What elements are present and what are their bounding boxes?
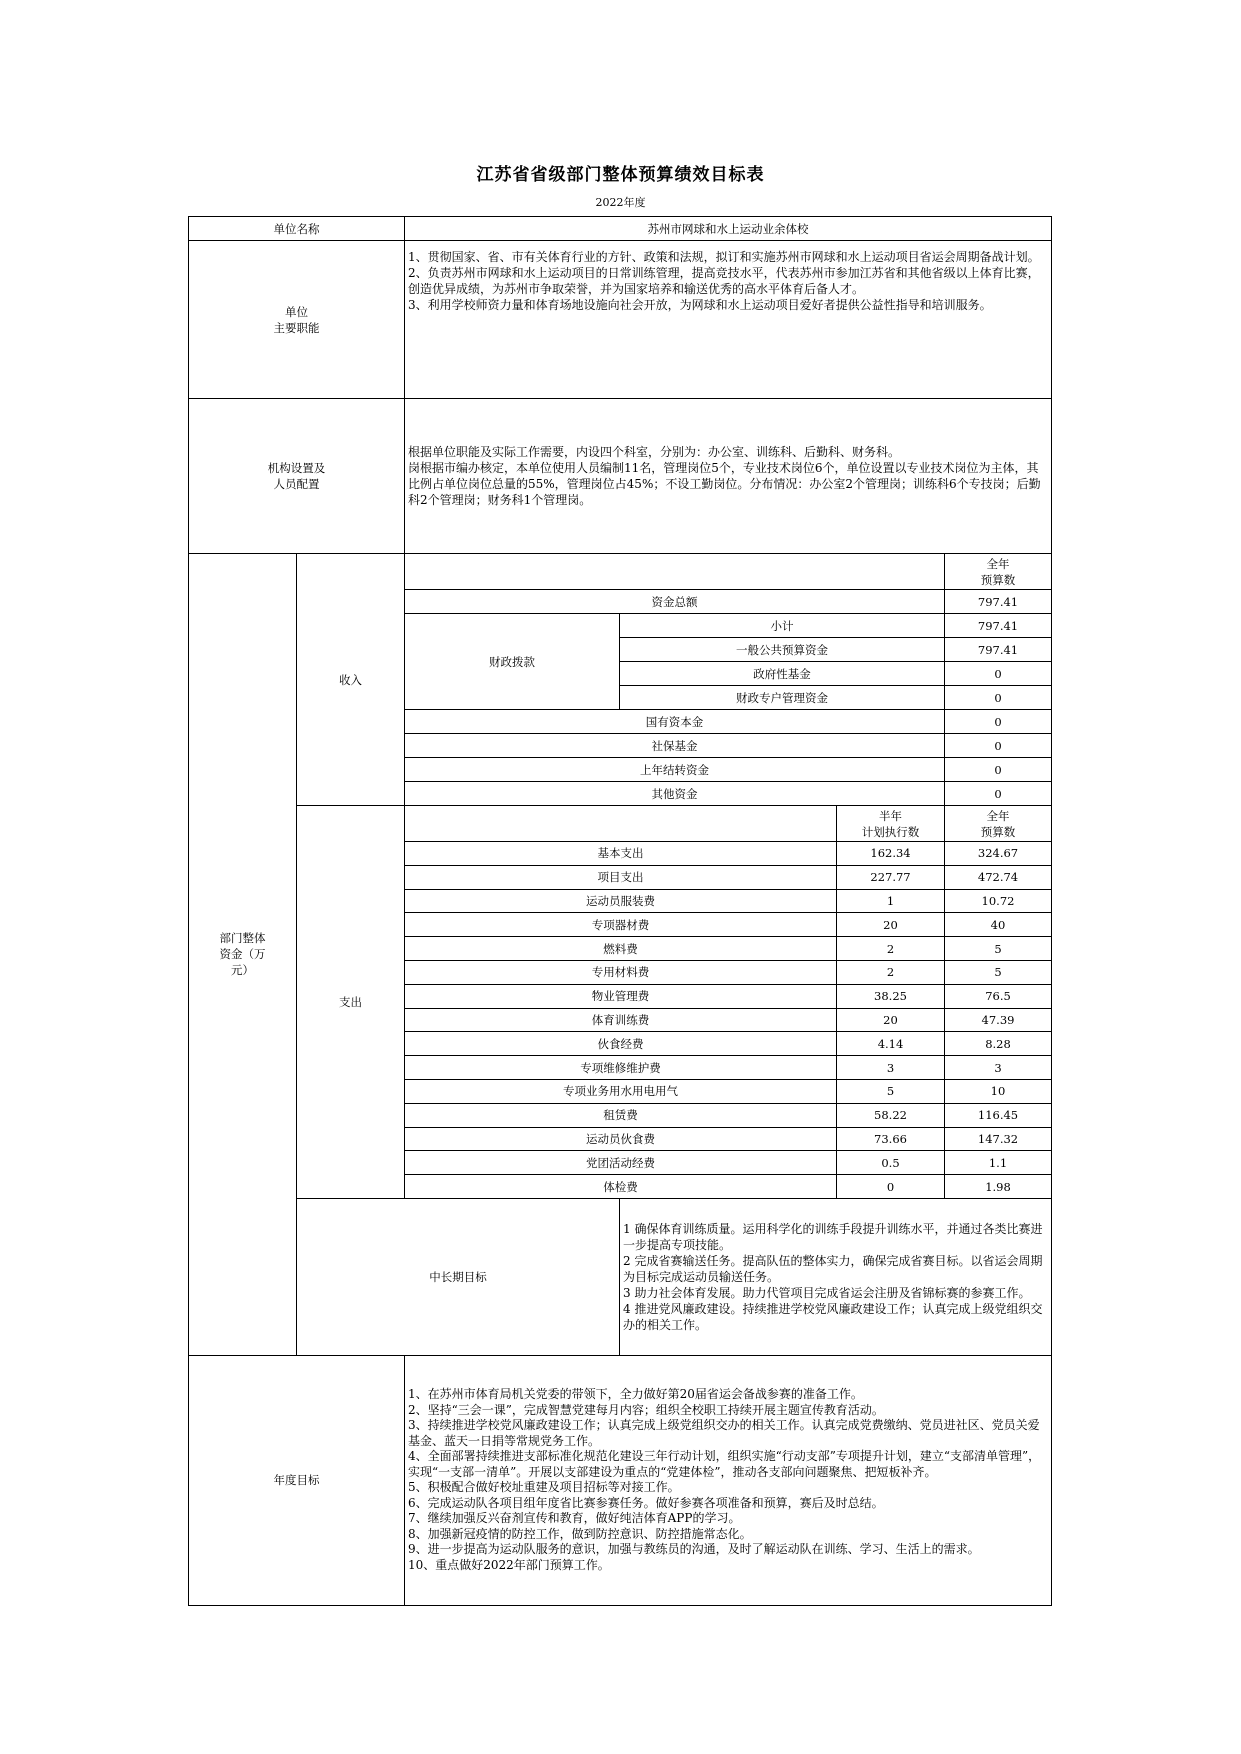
long-term-line: 3 助力社会体育发展。助力代管项目完成省运会注册及省锦标赛的参赛工作。 [623, 1285, 1031, 1300]
annual-text [405, 1355, 1052, 1605]
expense-row: 体育训练费 20 47.39 [189, 1008, 1052, 1032]
unit-name-label: 单位名称 [189, 217, 405, 241]
budget-year: 2022年度 [595, 196, 646, 209]
unit-name-value: 苏州市网球和水上运动业余体校 [405, 217, 1052, 241]
duties-line: 1、贯彻国家、省、市有关体育行业的方针、政策和法规，拟订和实施苏州市网球和水上运动项目省运会周期备战计划。 [408, 250, 1040, 264]
expense-row: 物业管理费 38.25 76.5 [189, 984, 1052, 1008]
long-term-label: 中长期目标 [297, 1198, 620, 1355]
fiscal-row: 一般公共预算资金 797.41 [189, 638, 1052, 662]
income-label: 收入 [297, 554, 405, 806]
fiscal-row: 政府性基金 0 [189, 662, 1052, 686]
income-header: 全年 预算数 [945, 554, 1052, 590]
annual-line: 8、加强新冠疫情的防控工作，做到防控意识、防控措施常态化。 [408, 1526, 752, 1541]
annual-line: 7、继续加强反兴奋剂宣传和教育，做好纯洁体育APP的学习。 [408, 1511, 741, 1526]
page-title: 江苏省省级部门整体预算绩效目标表 [476, 165, 765, 185]
org-label: 机构设置及 人员配置 [189, 399, 405, 554]
duties-line: 3、利用学校师资力量和体育场地设施向社会开放，为网球和水上运动项目爱好者提供公益性指导和培训服务。 [408, 298, 992, 312]
duties-line: 2、负责苏州市网球和水上运动项目的日常训练管理，提高竞技水平，代表苏州市参加江苏省和其他省级以上体育比赛，创造优异成绩，为苏州市争取荣誉，并为国家培养和输送优秀的高水平体育后备人才。 [408, 266, 1040, 296]
unit-name-row [189, 217, 1052, 241]
income-row: 社保基金 0 [189, 734, 1052, 758]
expense-header-row [189, 806, 1052, 842]
long-term-line: 2 完成省赛输送任务。提高队伍的整体实力，确保完成省赛目标。以省运会周期为目标完成运动员输送任务。 [623, 1253, 1043, 1284]
fiscal-row: 财政专户管理资金 0 [189, 686, 1052, 710]
long-term-line: 4 推进党风廉政建设。持续推进学校党风廉政建设工作；认真完成上级党组织交办的相关工作。 [623, 1301, 1043, 1332]
expense-row: 专项业务用水用电用气 5 10 [189, 1079, 1052, 1103]
expense-header-half: 半年 计划执行数 [837, 806, 945, 842]
annual-label: 年度目标 [189, 1355, 405, 1605]
expense-row: 党团活动经费 0.5 1.1 [189, 1151, 1052, 1175]
duties-row [189, 241, 1052, 399]
org-row [189, 399, 1052, 554]
expense-row: 专项器材费 20 40 [189, 913, 1052, 937]
duties-label: 单位 主要职能 [189, 241, 405, 399]
annual-line: 5、积极配合做好校址重建及项目招标等对接工作。 [408, 1480, 680, 1495]
org-line: 岗根据市编办核定，本单位使用人员编制11名，管理岗位5个，专业技术岗位6个，单位设置以专业技术岗位为主体，其比例占单位岗位总量的55%，管理岗位占45%；不设工勤岗位。分布情况：办公室2个管理岗；训练科6个专技岗；后勤科2个管理岗；财务科1个管理岗。 [408, 461, 1041, 507]
expense-row: 运动员伙食费 73.66 147.32 [189, 1127, 1052, 1151]
expense-row: 专用材料费 2 5 [189, 960, 1052, 984]
annual-row [189, 1355, 1052, 1605]
fiscal-label: 财政拨款 [405, 614, 620, 710]
expense-row: 租赁费 58.22 116.45 [189, 1103, 1052, 1127]
income-total-row: 资金总额 797.41 [189, 590, 1052, 614]
income-row: 上年结转资金 0 [189, 758, 1052, 782]
income-row: 国有资本金 0 [189, 710, 1052, 734]
expense-row: 燃料费 2 5 [189, 937, 1052, 961]
expense-row: 项目支出 227.77 472.74 [189, 865, 1052, 889]
org-line: 根据单位职能及实际工作需要，内设四个科室，分别为：办公室、训练科、后勤科、财务科。 [408, 445, 901, 459]
annual-line: 10、重点做好2022年部门预算工作。 [408, 1557, 610, 1572]
annual-line: 4、全面部署持续推进支部标准化规范化建设三年行动计划，组织实施“行动支部”专项提升计划，建立“支部清单管理”，实现“一支部一清单”。开展以支部建设为重点的“党建体检”，推动各支部向问题聚焦、把短板补齐。 [408, 1449, 1041, 1479]
income-header-row [189, 554, 1052, 590]
long-term-text [620, 1198, 1052, 1355]
long-term-row [189, 1198, 1052, 1355]
org-text [405, 399, 1052, 554]
expense-label: 支出 [297, 806, 405, 1199]
duties-text [405, 241, 1052, 399]
fiscal-row: 财政拨款 小计 797.41 [189, 614, 1052, 638]
expense-row: 专项维修维护费 3 3 [189, 1056, 1052, 1080]
long-term-line: 1 确保体育训练质量。运用科学化的训练手段提升训练水平，并通过各类比赛进一步提高专项技能。 [623, 1221, 1043, 1252]
budget-target-table [188, 216, 1052, 1606]
income-row: 其他资金 0 [189, 782, 1052, 806]
expense-row: 伙食经费 4.14 8.28 [189, 1032, 1052, 1056]
expense-row: 体检费 0 1.98 [189, 1175, 1052, 1199]
annual-line: 6、完成运动队各项目组年度省比赛参赛任务。做好参赛各项准备和预算，赛后及时总结。 [408, 1495, 884, 1510]
expense-header-full: 全年 预算数 [945, 806, 1052, 842]
expense-row: 运动员服装费 1 10.72 [189, 889, 1052, 913]
annual-line: 1、在苏州市体育局机关党委的带领下，全力做好第20届省运会备战参赛的准备工作。 [408, 1387, 863, 1402]
annual-line: 2、坚持“三会一课”，完成智慧党建每月内容；组织全校职工持续开展主题宣传教育活动。 [408, 1402, 884, 1417]
funds-label: 部门整体 资金（万 元） [189, 554, 297, 1356]
expense-row: 基本支出 162.34 324.67 [189, 842, 1052, 866]
annual-line: 9、进一步提高为运动队服务的意识，加强与教练员的沟通，及时了解运动队在训练、学习、生活上的需求。 [408, 1542, 980, 1557]
annual-line: 3、持续推进学校党风廉政建设工作；认真完成上级党组织交办的相关工作。认真完成党费缴纳、党员进社区、党员关爱基金、蓝天一日捐等常规党务工作。 [408, 1418, 1040, 1448]
